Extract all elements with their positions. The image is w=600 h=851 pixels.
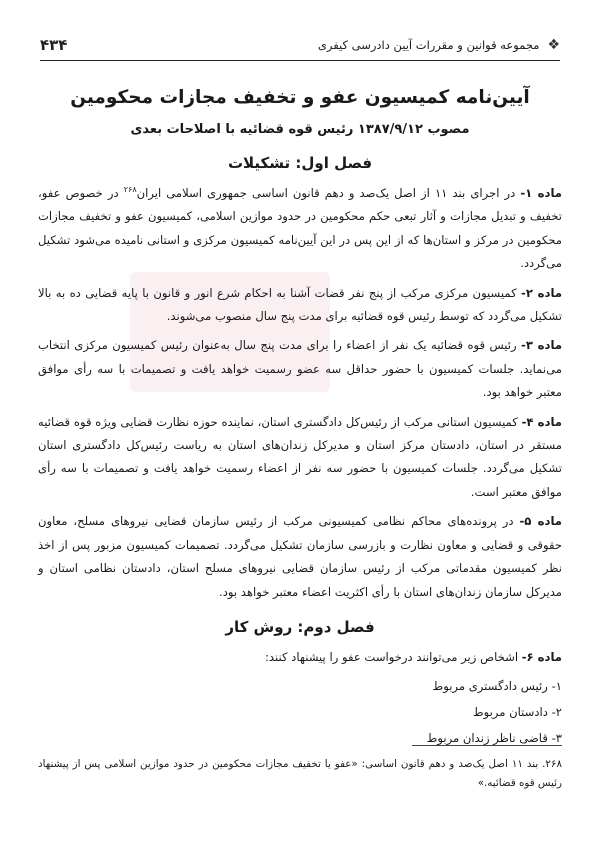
decorative-diamond-icon: ❖ (547, 37, 560, 53)
book-title-text: مجموعه قوانین و مقررات آیین دادرسی کیفری (317, 38, 540, 52)
article-3-label: ماده ۳- (521, 338, 562, 353)
article-1-text-b: در خصوص عفو، تخفیف و تبدیل مجازات و آثار تبعی حکم محکومین در حدود موازین اسلامی، کمیسیون عفو و تخفیف مجازات محکومین در مرکز و استان‌ها که از این پس در این آیین‌نامه کمیسیون مرکزی و استانی نامیده می‌شود تشکیل می‌گردد. (38, 186, 562, 271)
article-4-text: کمیسیون استانی مرکب از رئیس‌کل دادگستری استان، نماینده حوزه نظارت قضایی ویژه قوه قضائیه مستقر در استان، دادستان مرکز استان و مدیرکل زندان‌های استان به ریاست رئیس‌کل دادگستری استان تشکیل می‌گردد. جلسات کمیسیون با حضور سه نفر از اعضاء رسمیت خواهد یافت و تصمیمات با سه رأی موافق معتبر است. (38, 414, 562, 499)
running-header (40, 30, 560, 61)
article-5-label: ماده ۵- (519, 514, 562, 529)
article-5 (38, 510, 562, 604)
article-5-text: در پرونده‌های محاکم نظامی کمیسیونی مرکب از رئیس سازمان قضایی نیروهای مسلح، معاون حقوقی و قضایی و معاون نظارت و بازرسی سازمان تشکیل می‌گردد. تصمیمات کمیسیون مزبور پس از اخذ نظر کمیسیون مقدماتی مرکب از رئیس سازمان قضایی نیروهای مسلح استان، دادستان نظامی استان و مدیرکل سازمان زندان‌های استان با رأی اکثریت اعضاء معتبر خواهد بود. (38, 514, 562, 599)
document-subtitle: مصوب ۱۳۸۷/۹/۱۲ رئیس قوه قضائیه با اصلاحات بعدی (130, 122, 470, 137)
article-2 (38, 282, 562, 329)
footnote-ref-268[interactable]: ۲۶۸ (123, 185, 137, 195)
article-4 (38, 411, 562, 505)
footnote-divider (412, 745, 562, 746)
article-1-text-a: در اجرای بند ۱۱ از اصل یک‌صد و دهم قانون اساسی جمهوری اسلامی ایران (136, 186, 521, 200)
article-2-label: ماده ۲- (521, 285, 562, 300)
footnote-268: ۲۶۸. بند ۱۱ اصل یک‌صد و دهم قانون اساسی: «عفو یا تخفیف مجازات محکومین در حدود موازین اسلامی پس از پیشنهاد رئیس قوه قضائیه.» (38, 758, 562, 789)
article-3-text: رئیس قوه قضائیه یک نفر از اعضاء را برای مدت پنج سال به‌عنوان رئیس کمیسیون مرکزی انتخاب می‌نماید. جلسات کمیسیون با حضور حداقل سه عضو رسمیت خواهد یافت و تصمیمات با سه رأی موافق معتبر خواهد بود. (38, 338, 562, 400)
list-item: ۱- رئیس دادگستری مربوط (432, 679, 562, 694)
article-1 (38, 182, 562, 276)
article-6-label: ماده ۶- (521, 649, 562, 664)
document-title: آیین‌نامه کمیسیون عفو و تخفیف مجازات محکومین (70, 87, 530, 108)
list-item: ۲- دادستان مربوط (472, 705, 562, 720)
book-title (318, 37, 560, 53)
article-3 (38, 334, 562, 404)
list-item: ۳- قاضی ناظر زندان مربوط (426, 731, 562, 746)
article-6 (38, 646, 562, 669)
article-2-text: کمیسیون مرکزی مرکب از پنج نفر قضات آشنا به احکام شرع انور و قانون با پایه قضایی ده به بالا تشکیل می‌گردد که توسط رئیس قوه قضائیه برای مدت پنج سال منصوب می‌شوند. (38, 285, 562, 324)
article-4-label: ماده ۴- (521, 414, 562, 429)
page-number: ۴۳۴ (40, 36, 68, 54)
chapter-1-heading: فصل اول: تشکیلات (227, 154, 373, 172)
article-1-label: ماده ۱- (520, 186, 562, 200)
page-body (38, 84, 562, 753)
chapter-2-heading: فصل دوم: روش کار (225, 617, 375, 636)
article-6-text: اشخاص زیر می‌توانند درخواست عفو را پیشنهاد کنند: (264, 649, 522, 664)
